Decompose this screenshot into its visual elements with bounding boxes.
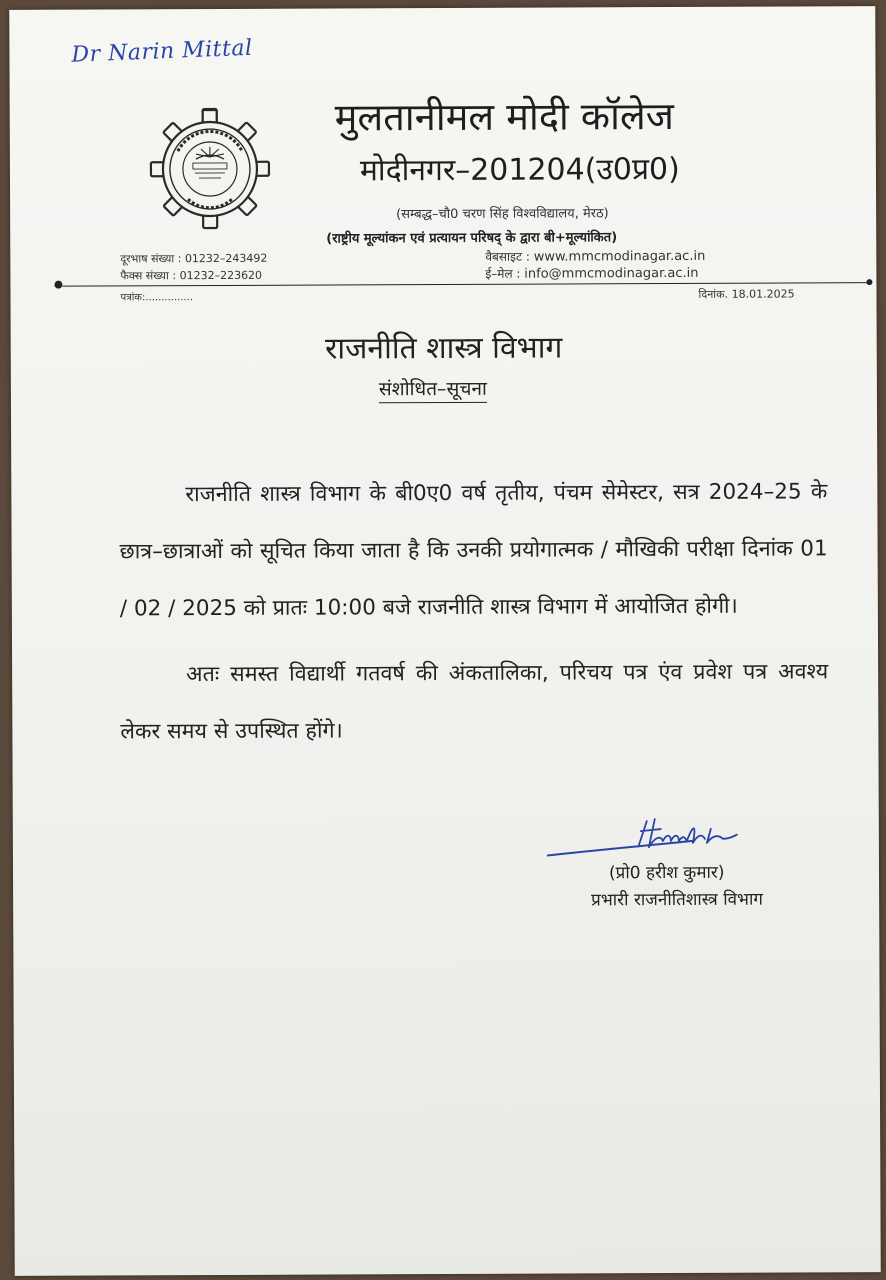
- date-label: दिनांक.: [698, 287, 729, 301]
- date-value: 18.01.2025: [731, 287, 795, 301]
- handwritten-note: Dr Narin Mittal: [71, 35, 253, 68]
- email-row: [485, 265, 705, 283]
- fax-row: [120, 267, 267, 285]
- phone-number: 01232–243492: [184, 251, 268, 266]
- issue-date: [698, 286, 794, 301]
- notice-document: [9, 6, 881, 1276]
- email-label: ई–मेल :: [485, 266, 521, 281]
- signatory-designation: प्रभारी राजनीतिशास्त्र विभाग: [591, 889, 764, 911]
- website-row: [485, 248, 705, 266]
- contact-block-left: [120, 250, 267, 285]
- college-city-pin: मोदीनगर–201204(उ0प्र0): [359, 151, 680, 189]
- website-label: वैबसाइट :: [485, 249, 530, 264]
- college-emblem-icon: [148, 107, 273, 232]
- divider-end-dot: [866, 279, 872, 285]
- reference-number: पत्रांक:...............: [120, 292, 194, 304]
- divider-end-dot: [54, 281, 62, 289]
- college-name: मुलतानीमल मोदी कॉलेज: [334, 93, 674, 140]
- phone-label: दूरभाष संख्या :: [120, 252, 182, 266]
- notice-paragraph: अतः समस्त विद्यार्थी गतवर्ष की अंकतालिका, परिचय पत्र एंव प्रवेश पत्र अवश्य लेकर समय से उपस्थित होंगे।: [120, 659, 829, 745]
- phone-row: [120, 250, 267, 268]
- notice-body: [119, 463, 828, 760]
- notice-paragraph: राजनीति शास्त्र विभाग के बी0ए0 वर्ष तृतीय, पंचम सेमेस्टर, सत्र 2024–25 के छात्र–छात्राओं को सूचित किया जाता है कि उनकी प्रयोगात्मक / मौखिकी परीक्षा दिनांक 01 / 02 / 2025 को प्रातः 10:00 बजे राजनीति शास्त्र विभाग में आयोजित होगी।: [119, 479, 828, 622]
- fax-label: फैक्स संख्या :: [120, 269, 177, 283]
- contact-block-right: [485, 248, 705, 283]
- affiliation-line: (सम्बद्ध–चौ0 चरण सिंह विश्वविद्यालय, मेरठ): [396, 206, 609, 223]
- website-link[interactable]: www.mmcmodinagar.ac.in: [533, 248, 706, 265]
- fax-number: 01232–223620: [179, 268, 263, 283]
- notice-heading: संशोधित–सूचना: [379, 375, 487, 403]
- email-link[interactable]: info@mmcmodinagar.ac.in: [524, 265, 699, 282]
- signatory-name: (प्रो0 हरीश कुमार): [608, 862, 725, 884]
- accreditation-line: (राष्ट्रीय मूल्यांकन एवं प्रत्यायन परिषद् के द्वारा बी+मूल्यांकित): [326, 230, 618, 247]
- department-title: राजनीति शास्त्र विभाग: [325, 330, 563, 367]
